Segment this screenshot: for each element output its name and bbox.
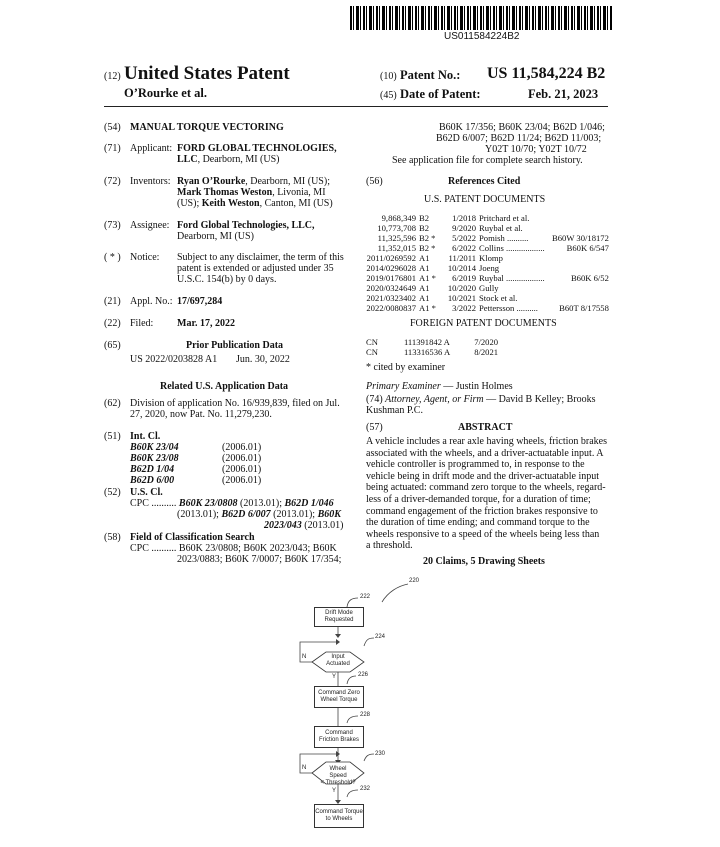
foreign-docs-table: [366, 337, 498, 357]
filed-label: Filed:: [130, 318, 154, 329]
flow-ref-230: 230: [375, 751, 386, 757]
flow-box-drift-mode: Drift Mode Requested: [314, 607, 364, 627]
us-patent-date: 10/2021: [447, 293, 476, 303]
classification-cont-2: B62D 6/007; B62D 11/24; B62D 11/003;: [436, 133, 602, 144]
us-patent-date: 1/2018: [452, 213, 476, 223]
us-patent-no: 10,773,708: [377, 223, 416, 233]
us-cl-heading: U.S. Cl.: [130, 487, 163, 498]
field-58-code: (58): [104, 532, 121, 543]
attorney-line-1: (74) Attorney, Agent, or Firm — David B Kelley; Brooks: [366, 394, 596, 405]
us-patent-date: 10/2014: [447, 263, 476, 273]
us-patent-row: [366, 263, 612, 273]
int-cl-heading: Int. Cl.: [130, 431, 161, 442]
field-21-code: (21): [104, 296, 121, 307]
applicant-name: FORD GLOBAL TECHNOLOGIES,: [177, 143, 337, 154]
us-patent-kind: A1: [419, 263, 430, 273]
appl-no-value: 17/697,284: [177, 296, 223, 307]
cited-note: * cited by examiner: [366, 362, 446, 373]
abstract-line: A vehicle includes a rear axle having wheels, friction brakes: [366, 436, 608, 447]
us-patent-no: 2022/0080837: [366, 303, 416, 313]
field-57-code: (57): [366, 422, 383, 433]
us-patent-name: Pomish ..........: [479, 233, 529, 243]
us-patent-no: 2011/0269592: [366, 253, 416, 263]
assignee-label: Assignee:: [130, 220, 170, 231]
int-cl-4: B62D 6/00: [130, 475, 175, 486]
us-patent-kind: B2: [419, 223, 430, 233]
us-patent-date: 10/2020: [447, 283, 476, 293]
us-patent-cls: [552, 253, 612, 263]
flow-ref-224: 224: [375, 634, 386, 640]
us-patent-row: [366, 253, 612, 263]
field-search-line-1: CPC .......... B60K 23/0808; B60K 2023/043; B60K: [130, 543, 337, 554]
us-docs-heading: U.S. PATENT DOCUMENTS: [424, 194, 546, 205]
us-patent-row: [366, 243, 612, 253]
flow-box-command-torque: Command Torque to Wheels: [314, 804, 364, 828]
filed-value: Mar. 17, 2022: [177, 318, 235, 329]
us-patent-cls: B60T 8/17558: [559, 303, 609, 313]
applicant-location: LLC, Dearborn, MI (US): [177, 154, 280, 165]
us-patent-kind: B2: [419, 213, 430, 223]
us-patent-kind: A1: [419, 283, 430, 293]
abstract-line: being actuated: command zero torque to the wheels, regard-: [366, 482, 606, 494]
us-cl-line-2: (2013.01); B62D 6/007 (2013.01); B60K: [177, 509, 341, 520]
abstract-line: associated with the wheels, and a driver-actuatable input. A: [366, 447, 604, 459]
foreign-patent-date: 7/2020: [474, 337, 499, 347]
prior-pub-number: US 2022/0203828 A1: [130, 354, 218, 365]
notice-code: ( * ): [104, 252, 121, 263]
us-patent-date: 5/2022: [452, 233, 476, 243]
foreign-patent-row: [366, 337, 498, 347]
patent-no-label: Patent No.:: [400, 68, 461, 82]
flow-ref-228: 228: [360, 712, 371, 718]
header-rule: [104, 106, 608, 107]
invention-title: MANUAL TORQUE VECTORING: [130, 122, 284, 133]
inventors-line-3: (US); Keith Weston, Canton, MI (US): [177, 198, 333, 209]
applicant-label: Applicant:: [130, 143, 173, 154]
flow-y-label-1: Y: [332, 674, 337, 680]
us-patent-cls: [552, 263, 612, 273]
us-patent-date: 6/2019: [452, 273, 476, 283]
ref-leader-226: [347, 676, 356, 684]
us-patent-name: Pettersson ..........: [479, 303, 538, 313]
flow-box-friction-brakes: Command Friction Brakes: [314, 726, 364, 748]
attorney-line-2: Kushman P.C.: [366, 405, 423, 416]
foreign-patent-cc: CN: [366, 347, 378, 357]
ref-leader-222: [347, 598, 358, 607]
us-patent-date: 11/2011: [448, 253, 476, 263]
us-patent-no: 11,325,596: [377, 233, 416, 243]
doc-type-code: (12): [104, 71, 121, 82]
notice-label: Notice:: [130, 252, 160, 263]
us-patent-row: [366, 303, 612, 313]
us-patent-kind: A1: [419, 253, 430, 263]
ref-leader-224: [364, 638, 374, 646]
us-patent-cls: [552, 283, 612, 293]
us-patent-no: 2019/0176801: [366, 273, 416, 283]
date-code: (45): [380, 90, 397, 101]
field-search-line-2: 2023/0883; B60K 7/0007; B60K 17/354;: [177, 554, 342, 565]
inventors-label: Inventors:: [130, 176, 171, 187]
foreign-patent-no: 113316536 A: [403, 347, 451, 357]
field-73-code: (73): [104, 220, 121, 231]
us-patent-cls: B60W 30/18172: [552, 233, 609, 243]
us-patent-cls: [552, 213, 612, 223]
flow-y-label-2: Y: [332, 788, 337, 794]
abstract-line: vehicle being in drift mode and the driver-actuatable input: [366, 470, 600, 482]
search-history-note: See application file for complete search history.: [392, 155, 583, 166]
ref-leader-228: [347, 716, 358, 723]
appl-no-label: Appl. No.:: [130, 296, 173, 307]
int-cl-4-year: (2006.01): [222, 475, 262, 486]
barcode-text: US011584224B2: [444, 31, 520, 42]
int-cl-2: B60K 23/08: [130, 453, 179, 464]
us-patent-kind: B2 *: [419, 233, 436, 243]
claims-summary: 20 Claims, 5 Drawing Sheets: [423, 556, 545, 567]
us-patent-kind: A1: [419, 293, 430, 303]
int-cl-3-year: (2006.01): [222, 464, 262, 475]
flow-decision-speed-label: Wheel Speed < Threshold?: [320, 766, 356, 786]
ref-leader-230: [364, 754, 374, 761]
us-patent-name: Ruybal ..................: [479, 273, 545, 283]
inventors-line-1: Ryan O’Rourke, Dearborn, MI (US);: [177, 176, 330, 187]
us-patent-name: Joeng: [479, 263, 500, 273]
assignee-name: Ford Global Technologies, LLC,: [177, 220, 315, 231]
us-patent-cls: B60K 6/547: [566, 243, 609, 253]
foreign-patent-no: 111391842 A: [403, 337, 450, 347]
field-62-code: (62): [104, 398, 121, 409]
arrowhead-1: [335, 634, 341, 638]
us-patent-row: [366, 223, 612, 233]
field-54-code: (54): [104, 122, 121, 133]
foreign-patent-cc: CN: [366, 337, 378, 347]
notice-line-3: U.S.C. 154(b) by 0 days.: [177, 274, 277, 285]
ref-leader-232: [347, 790, 358, 797]
assignee-location: Dearborn, MI (US): [177, 231, 254, 242]
int-cl-1: B60K 23/04: [130, 442, 179, 453]
field-71-code: (71): [104, 143, 121, 154]
flow-n-label-1: N: [302, 654, 307, 660]
us-patent-row: [366, 293, 612, 303]
division-line-2: 27, 2020, now Pat. No. 11,279,230.: [130, 409, 272, 420]
us-patent-no: 2021/0323402: [366, 293, 416, 303]
barcode: [350, 6, 612, 30]
us-patent-row: [366, 213, 612, 223]
figure-ref-number: 220: [409, 578, 420, 584]
us-patent-date: 6/2022: [452, 243, 476, 253]
field-72-code: (72): [104, 176, 121, 187]
us-patent-row: [366, 233, 612, 243]
inventors-line-2: Mark Thomas Weston, Livonia, MI: [177, 187, 326, 198]
abstract-line: wheels responsive to a speed of the wheels being less than: [366, 528, 600, 540]
us-patent-no: 2014/0296028: [366, 263, 416, 273]
us-patent-no: 9,868,349: [381, 213, 416, 223]
classification-cont-3: Y02T 10/70; Y02T 10/72: [485, 144, 587, 155]
flow-box-zero-torque: Command Zero Wheel Torque: [314, 686, 364, 708]
classification-cont-1: B60K 17/356; B60K 23/04; B62D 1/046;: [439, 122, 605, 133]
abstract-line: vehicle controller is programmed to, in response to the: [366, 459, 585, 471]
primary-examiner: Primary Examiner — Justin Holmes: [366, 381, 513, 392]
us-patent-name: Gully: [479, 283, 499, 293]
abstract-line: the duration of time ending; and command torque to the: [366, 517, 590, 529]
us-patent-name: Klomp: [479, 253, 503, 263]
us-patent-kind: A1 *: [419, 273, 436, 283]
flow-decision-input-label: Input Actuated: [326, 654, 350, 667]
field-22-code: (22): [104, 318, 121, 329]
foreign-docs-heading: FOREIGN PATENT DOCUMENTS: [410, 318, 557, 329]
prior-pub-date: Jun. 30, 2022: [236, 354, 290, 365]
date-label: Date of Patent:: [400, 87, 481, 101]
us-patent-kind: B2 *: [419, 243, 436, 253]
patent-number: US 11,584,224 B2: [487, 65, 606, 82]
us-docs-table: [366, 213, 612, 313]
us-patent-row: [366, 273, 612, 283]
field-56-code: (56): [366, 176, 383, 187]
flow-ref-226: 226: [358, 672, 369, 678]
abstract-line: less of a driver-demanded torque, for a duration of time;: [366, 493, 591, 505]
us-patent-name: Stock et al.: [479, 293, 518, 303]
patent-title: United States Patent: [124, 63, 290, 84]
us-patent-no: 11,352,015: [377, 243, 416, 253]
field-search-heading: Field of Classification Search: [130, 532, 255, 543]
abstract-line: a threshold.: [366, 540, 413, 552]
us-patent-row: [366, 283, 612, 293]
us-patent-cls: B60K 6/52: [570, 273, 609, 283]
us-patent-name: Pritchard et al.: [479, 213, 530, 223]
related-app-heading: Related U.S. Application Data: [160, 381, 289, 392]
abstract-heading: ABSTRACT: [458, 422, 513, 433]
int-cl-1-year: (2006.01): [222, 442, 262, 453]
flow-n-label-2: N: [302, 765, 307, 771]
abstract-line: command engagement of the friction brakes responsive to: [366, 505, 598, 517]
int-cl-3: B62D 1/04: [130, 464, 175, 475]
division-line-1: Division of application No. 16/939,839, filed on Jul.: [130, 398, 340, 409]
abstract-text: [366, 436, 612, 552]
us-patent-date: 3/2022: [452, 303, 476, 313]
notice-line-2: patent is extended or adjusted under 35: [177, 263, 334, 274]
flow-ref-232: 232: [360, 786, 371, 792]
loop-n-1-arrowhead: [336, 639, 340, 645]
patent-authors: O’Rourke et al.: [124, 86, 207, 100]
references-heading: References Cited: [448, 176, 521, 187]
foreign-patent-date: 8/2021: [474, 347, 499, 357]
fig-ref-leader: [382, 584, 408, 602]
us-patent-name: Ruybal et al.: [479, 223, 523, 233]
field-51-code: (51): [104, 431, 121, 442]
patent-no-code: (10): [380, 71, 397, 82]
us-patent-no: 2020/0324649: [366, 283, 416, 293]
us-cl-line-3: 2023/043 (2013.01): [264, 520, 344, 531]
patent-date: Feb. 21, 2023: [528, 87, 599, 101]
field-52-code: (52): [104, 487, 121, 498]
us-patent-name: Collins ..................: [479, 243, 545, 253]
us-patent-kind: A1 *: [419, 303, 436, 313]
us-patent-cls: [552, 223, 612, 233]
us-patent-cls: [552, 293, 612, 303]
field-65-code: (65): [104, 340, 121, 351]
prior-pub-heading: Prior Publication Data: [186, 340, 284, 351]
us-patent-date: 9/2020: [452, 223, 476, 233]
flow-ref-222: 222: [360, 594, 371, 600]
foreign-patent-row: [366, 347, 498, 357]
notice-line-1: Subject to any disclaimer, the term of this: [177, 252, 344, 263]
int-cl-2-year: (2006.01): [222, 453, 262, 464]
us-cl-line-1: CPC .......... B60K 23/0808 (2013.01); B62D 1/046: [130, 498, 334, 509]
